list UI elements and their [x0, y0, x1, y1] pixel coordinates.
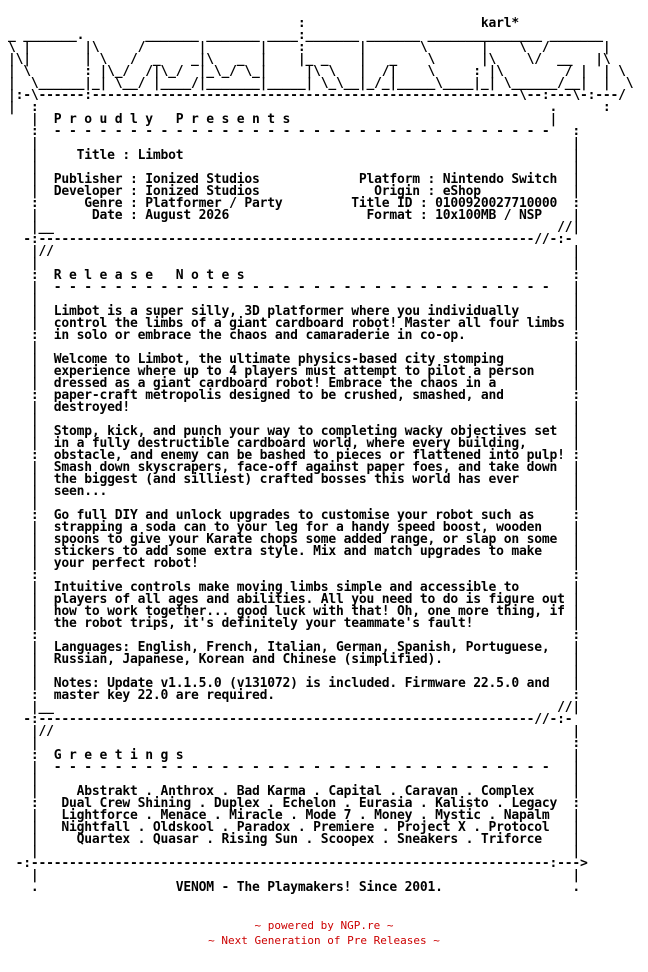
- tagline-footer: ~ Next Generation of Pre Releases ~: [208, 934, 440, 947]
- nfo-text: : karl* _ _______. _______ _______ ____:_______ _______ _______________ _______ \ | |\ / | | : | \ | \ / | |\| | \ / _ _|\ _ | |_ _ | _ \ |\ \/ __ |\ | \ : |\_/ /|\_/ |_\_/ \_| |\ \ | /| \ : |\ / | | \ | \______|_| \__/ |____/|_______|_____| \_\__|_/_|_____\____|_| \______/__| | \ |:-\------:--------------------------------------------------------\--:---\-:---/ | : . : | P r o u d l y P r e s e n t s | : - - - - - - - - - - - - - - - - - - - - - - - - - - - - - - - - - : | | | Title : Limbot | | | | Publisher : Ionized Studios Platform : Nintendo Switch | | Developer : Ionized Studios Origin : eShop | : Genre : Platformer / Party Title ID : 0100920027710000 : | Date : August 2026 Format : 10x100MB / NSP | |__ //| -:-----------------------------------------------------------------//-:- |// | | | : R e l e a s e N o t e s : | - - - - - - - - - - - - - - - - - - - - - - - - - - - - - - - - - | | | | Limbot is a super silly, 3D platformer where you individually | | control the limbs of a giant cardboard robot! Master all four limbs | : in solo or embrace the chaos and camaraderie in co-op. : | | | Welcome to Limbot, the ultimate physics-based city stomping | | experience where up to 4 players must attempt to pilot a person | | dressed as a giant cardboard robot! Embrace the chaos in a | : paper-craft metropolis designed to be crushed, smashed, and : | destroyed! | | | | Stomp, kick, and punch your way to completing wacky objectives set | | in a fully destructible cardboard world, where every building, | : obstacle, and enemy can be bashed to pieces or flattened into pulp! : | Smash down skyscrapers, face-off against paper foes, and take down | | the biggest (and silliest) crafted bosses this world has ever | | seen... | | | : Go full DIY and unlock upgrades to customise your robot such as : | strapping a soda can to your leg for a handy speed boost, wooden | | spoons to give your Karate chops some added range, or slap on some | | stickers to add some extra style. Mix and match upgrades to make | | your perfect robot! | : : | Intuitive controls make moving limbs simple and accessible to | | players of all ages and abilities. All you need to do is figure out | | how to work together... good luck with that! Oh, one more thing, if | | the robot trips, it's definitely your teammate's fault! | : : | Languages: English, French, Italian, German, Spanish, Portuguese, | | Russian, Japanese, Korean and Chinese (simplified). | | | | Notes: Update v1.1.5.0 (v131072) is included. Firmware 22.5.0 and | : master key 22.0 are required. : |__ //| -:-----------------------------------------------------------------//-:- |// | | : : G r e e t i n g s | | - - - - - - - - - - - - - - - - - - - - - - - - - - - - - - - - - | | | | Abstrakt . Anthrox . Bad Karma . Capital . Caravan . Complex | : Dual Crew Shining . Duplex . Echelon . Eurasia . Kalisto . Legacy : | Lightforce . Menace . Miracle . Mode 7 . Money . Mystic . Napalm | | Nightfall . Oldskool . Paradox . Premiere . Project X . Protocol | | Quartex . Quasar . Rising Sun . Scoopex . Sneakers . Triforce | | | -:--------------------------------------------------------------------:---> | | . VENOM - The Playmakers! Since 2001. .: [8, 16, 634, 895]
- powered-by-footer: ~ powered by NGP.re ~: [254, 919, 394, 932]
